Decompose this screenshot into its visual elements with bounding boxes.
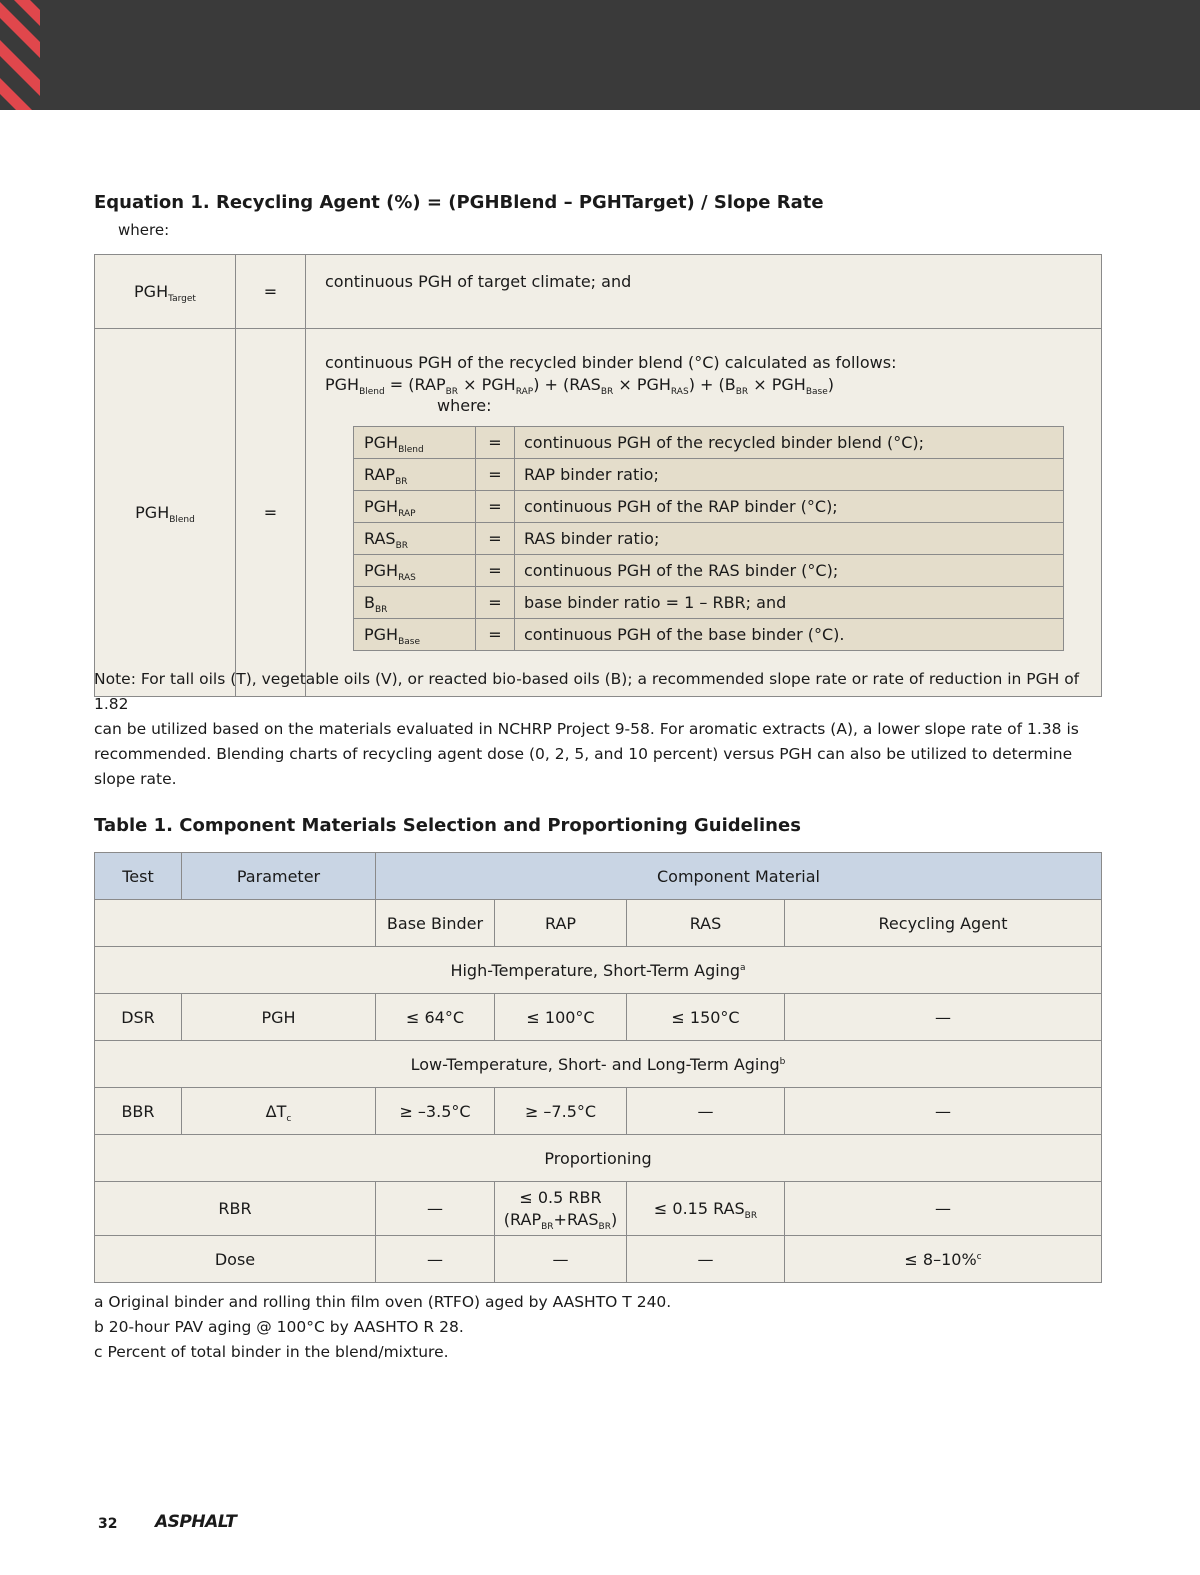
description-cell: continuous PGH of target climate; and (306, 255, 1102, 329)
table-row: Dose — — — ≤ 8–10%$^c$ (95, 1236, 1102, 1283)
column-header: RAS (627, 900, 785, 947)
column-header: RAP (495, 900, 627, 947)
section-row: Proportioning (95, 1135, 1102, 1182)
equation-definitions-table (94, 254, 1102, 697)
table-row: $PGH_{Blend}$ = continuous PGH of the recycled binder blend (°C); (354, 427, 1064, 459)
table-row: DSR PGH ≤ 64°C ≤ 100°C ≤ 150°C — (95, 994, 1102, 1041)
table-subheader-row (95, 900, 1102, 947)
blend-variables-table (353, 426, 1064, 651)
table-row: $B_{BR}$ = base binder ratio = 1 – RBR; and (354, 587, 1064, 619)
footnotes: a Original binder and rolling thin film oven (RTFO) aged by AASHTO T 240. b 20-hour PAV aging @ 100°C by AASHTO R 28. c Percent of total binder in the blend/mixture. (94, 1293, 672, 1361)
note-paragraph: Note: For tall oils (T), vegetable oils (V), or reacted bio-based oils (B); a recommended slope rate or rate of reduction in PGH of 1.82 can be utilized based on the materials evaluated in NCHRP Project 9-58. For aromatic extracts (A), a lower slope rate of 1.38 is recommended. Blending charts of recycling agent dose (0, 2, 5, and 10 percent) versus PGH can also be utilized to determine slope rate. (94, 670, 1080, 788)
table-row: $RAS_{BR}$ = RAS binder ratio; (354, 523, 1064, 555)
table-row (95, 329, 1102, 697)
table-row: $PGH_{Base}$ = continuous PGH of the base binder (°C). (354, 619, 1064, 651)
diagonal-stripes-icon (0, 0, 60, 110)
column-header: Parameter (182, 853, 376, 900)
where-label: where: (437, 396, 492, 415)
section-row: High-Temperature, Short-Term Aging$^a$ (95, 947, 1102, 994)
brand-logo: ASPHALT (155, 1512, 237, 1532)
where-label: where: (118, 221, 170, 239)
table-row: $PGH_{RAS}$ = continuous PGH of the RAS binder (°C); (354, 555, 1064, 587)
symbol-cell: $PGH_{Blend}$ (95, 329, 236, 697)
table-header-row (95, 853, 1102, 900)
table-row: BBR $\Delta T_c$ ≥ –3.5°C ≥ –7.5°C — — (95, 1088, 1102, 1135)
equals-cell: = (236, 255, 306, 329)
column-header: Base Binder (376, 900, 495, 947)
table-row: $RAP_{BR}$ = RAP binder ratio; (354, 459, 1064, 491)
column-header: Test (95, 853, 182, 900)
table-row: RBR — ≤ 0.5 RBR $(RAP_{BR}+RAS_{BR})$ ≤ 0.15 $RAS_{BR}$ — (95, 1182, 1102, 1236)
table1-title: Table 1. Component Materials Selection and Proportioning Guidelines (94, 815, 801, 836)
blend-formula: $PGH_{Blend} = (RAP_{BR} \times PGH_{RAP}) + (RAS_{BR} \times PGH_{RAS}) + (B_{BR} \times PGH_{Base})$ (325, 375, 834, 397)
symbol-cell: $PGH_{Target}$ (95, 255, 236, 329)
section-row: Low-Temperature, Short- and Long-Term Aging$^b$ (95, 1041, 1102, 1088)
blend-description: continuous PGH of the recycled binder blend (°C) calculated as follows: (325, 353, 897, 372)
column-header: Component Material (376, 853, 1102, 900)
page-number: 32 (98, 1516, 118, 1532)
equation-title: Equation 1. Recycling Agent (%) = (PGHBlend – PGHTarget) / Slope Rate (94, 192, 824, 213)
header-bar (0, 0, 1200, 110)
component-materials-table (94, 852, 1102, 1283)
equals-cell: = (236, 329, 306, 697)
table-row (95, 255, 1102, 329)
column-header: Recycling Agent (785, 900, 1102, 947)
table-row: $PGH_{RAP}$ = continuous PGH of the RAP binder (°C); (354, 491, 1064, 523)
description-cell (306, 329, 1102, 697)
